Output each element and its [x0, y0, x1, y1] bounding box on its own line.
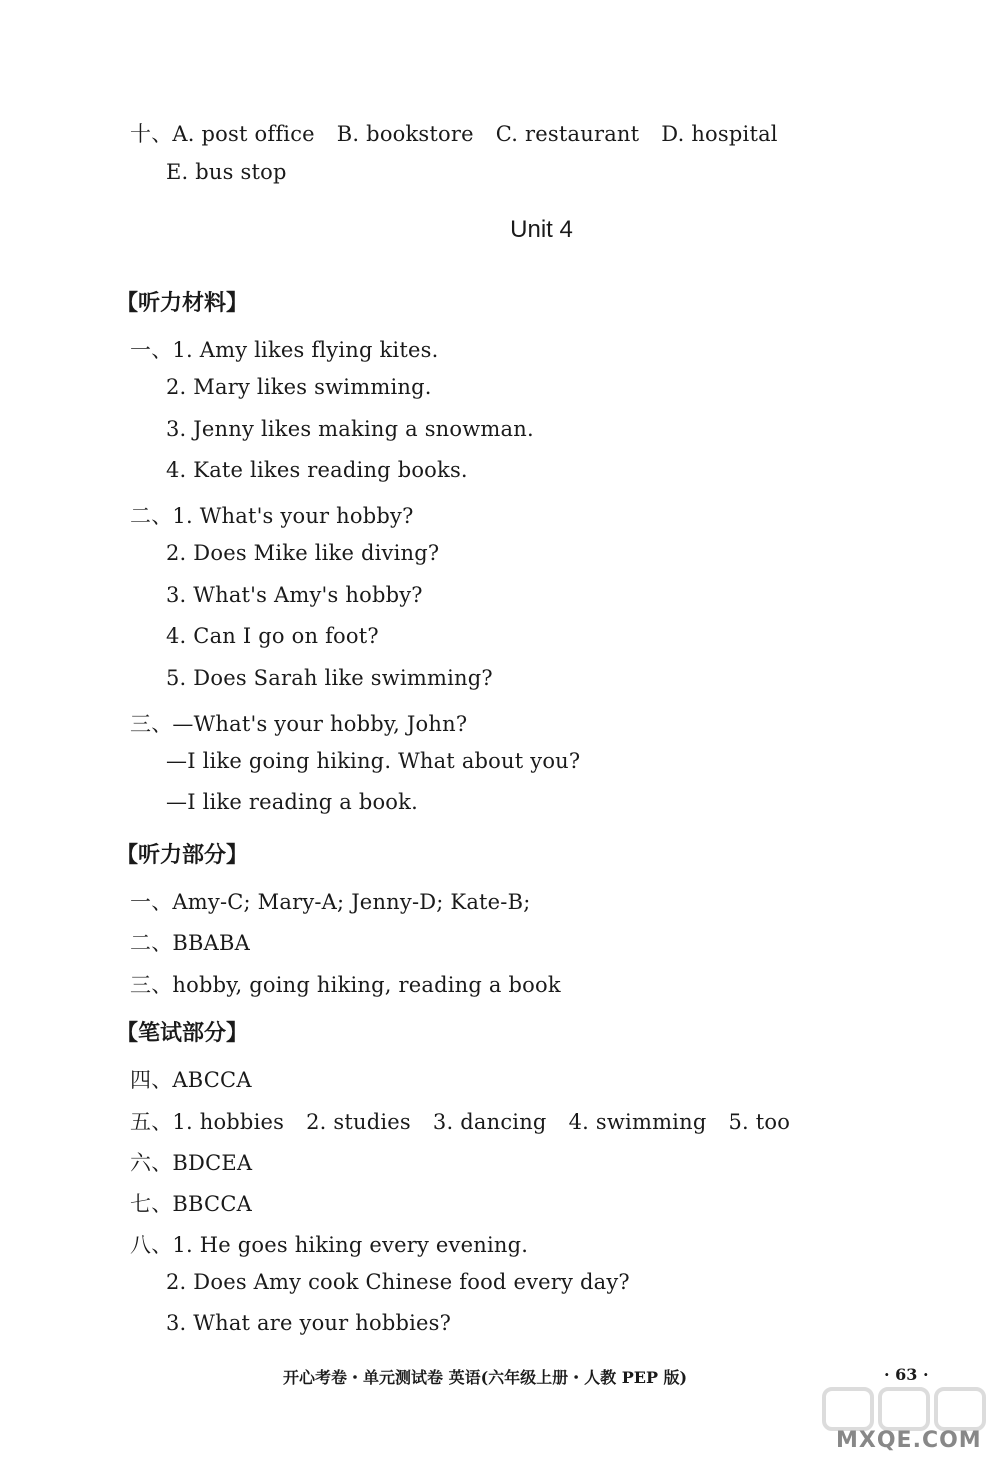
- answer-item: 5. too: [728, 1110, 791, 1134]
- material-part2-line1: [130, 500, 414, 530]
- listening-part-heading: 【听力部分】: [116, 843, 249, 868]
- material-line: 4. Can I go on foot?: [166, 624, 379, 648]
- answer-item: 4. swimming: [568, 1110, 707, 1134]
- material-part1-line1: [130, 334, 438, 364]
- answer-line: 2. Does Amy cook Chinese food every day?: [166, 1270, 630, 1294]
- answer-line: 一、Amy-C; Mary-A; Jenny-D; Kate-B;: [130, 890, 531, 914]
- part8-prefix: 八、: [130, 1233, 173, 1257]
- material-line: 2. Does Mike like diving?: [166, 541, 440, 565]
- material-part3-line1: [130, 708, 467, 738]
- answer-line: 七、BBCCA: [130, 1192, 252, 1216]
- material-line: 1. What's your hobby?: [172, 504, 414, 528]
- material-line: 1. Amy likes flying kites.: [172, 338, 439, 362]
- answer-line: 二、BBABA: [130, 931, 251, 955]
- answer-item: 2. studies: [306, 1110, 411, 1134]
- material-line: 3. Jenny likes making a snowman.: [166, 417, 534, 441]
- material-line: —I like going hiking. What about you?: [166, 749, 581, 773]
- option-d: D. hospital: [661, 122, 778, 146]
- page-number: · 63 ·: [884, 1365, 929, 1384]
- footer-title: 开心考卷・单元测试卷 英语(六年级上册・人教 PEP 版): [283, 1368, 688, 1387]
- material-line: 4. Kate likes reading books.: [166, 458, 468, 482]
- material-line: 2. Mary likes swimming.: [166, 375, 432, 399]
- section-ten-row: [130, 118, 778, 148]
- answer-item: 3. dancing: [432, 1110, 547, 1134]
- material-line: 5. Does Sarah like swimming?: [166, 666, 493, 690]
- material-line: —I like reading a book.: [166, 790, 418, 814]
- unit-title: Unit 4: [510, 216, 573, 243]
- watermark-text: MXQE.COM: [836, 1428, 982, 1453]
- part5-prefix: 五、: [130, 1110, 173, 1134]
- option-e: E. bus stop: [166, 160, 287, 184]
- answer-line: 3. What are your hobbies?: [166, 1311, 452, 1335]
- answer-line: 六、BDCEA: [130, 1151, 253, 1175]
- option-b: B. bookstore: [336, 122, 474, 146]
- answer-item: 1. He goes hiking every evening.: [172, 1233, 529, 1257]
- material-line: —What's your hobby, John?: [172, 712, 468, 736]
- part1-prefix: 一、: [130, 338, 173, 362]
- answer-item: 1. hobbies: [172, 1110, 285, 1134]
- material-line: 3. What's Amy's hobby?: [166, 583, 423, 607]
- written-part-heading: 【笔试部分】: [116, 1021, 249, 1046]
- option-c: C. restaurant: [495, 122, 640, 146]
- answer-line-eight: [130, 1229, 528, 1259]
- answer-line-five: [130, 1106, 790, 1136]
- answer-line: 四、ABCCA: [130, 1068, 252, 1092]
- part2-prefix: 二、: [130, 504, 173, 528]
- listening-material-heading: 【听力材料】: [116, 291, 249, 316]
- answer-line: 三、hobby, going hiking, reading a book: [130, 973, 561, 997]
- section-ten-prefix: 十、: [130, 122, 173, 146]
- option-a: A. post office: [172, 122, 315, 146]
- part3-prefix: 三、: [130, 712, 173, 736]
